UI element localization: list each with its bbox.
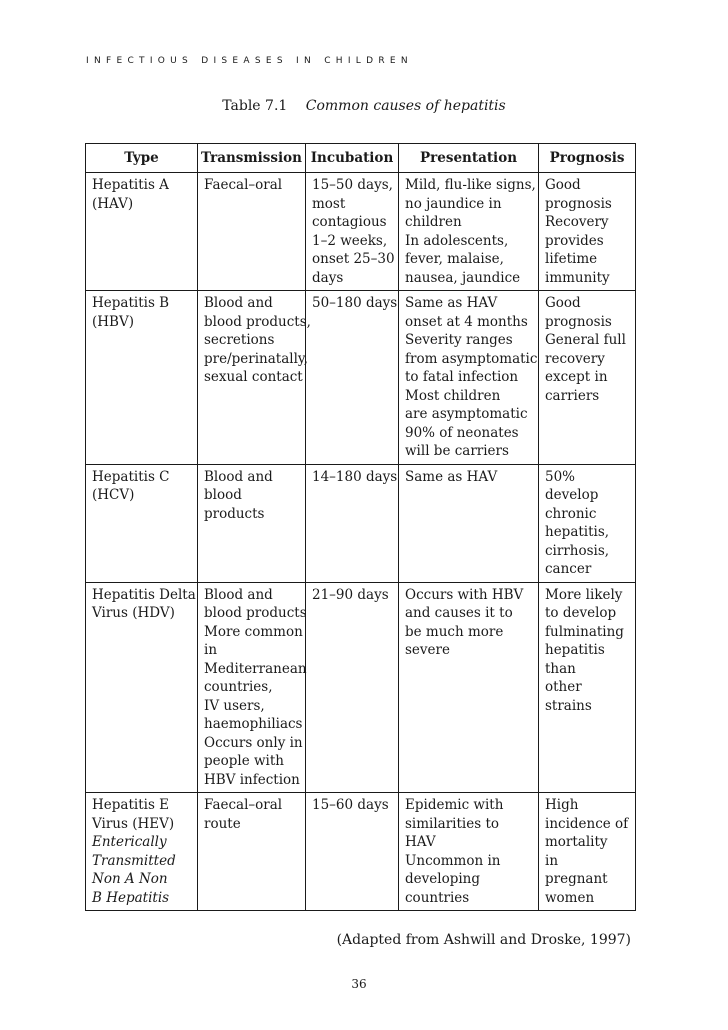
- cell-line: HAV: [405, 834, 436, 850]
- cell-line: to fatal infection: [405, 369, 519, 385]
- cell-line: than: [545, 660, 576, 677]
- cell-line: 15–50 days,: [312, 177, 393, 193]
- cell-line: immunity: [545, 269, 610, 286]
- cell-line: strains: [545, 697, 592, 714]
- table-row: [86, 793, 636, 911]
- cell-line: (HAV): [92, 195, 134, 212]
- cell-line: In adolescents,: [405, 232, 509, 249]
- cell-line: be much more: [405, 623, 504, 640]
- cell-line: Same as HAV: [405, 468, 498, 485]
- cell-line: Recovery: [545, 214, 609, 230]
- cell-line: severe: [405, 642, 450, 658]
- cell-line: carriers: [545, 387, 600, 404]
- cell-presentation: [399, 464, 539, 582]
- cell-line: Same as HAV: [405, 295, 498, 311]
- table-header-row: [86, 144, 636, 173]
- cell-line: nausea, jaundice: [405, 269, 521, 286]
- cell-line: except in: [545, 369, 608, 385]
- cell-line: provides: [545, 232, 604, 249]
- cell-transmission: [198, 793, 306, 911]
- cell-line: Virus (HEV): [92, 815, 175, 832]
- page-number: 36: [351, 977, 367, 991]
- cell-line: in: [204, 642, 218, 658]
- cell-transmission: [198, 582, 306, 793]
- cell-type: [86, 793, 198, 911]
- cell-line: 50–180 days: [312, 295, 398, 311]
- cell-line: (HCV): [92, 487, 135, 503]
- cell-line: Hepatitis C: [92, 468, 170, 485]
- source-note: (Adapted from Ashwill and Droske, 1997): [336, 932, 631, 948]
- cell-line: High: [545, 797, 579, 813]
- cell-line: HBV infection: [204, 771, 300, 788]
- cell-line: in: [545, 852, 559, 869]
- cell-prognosis: [539, 291, 636, 465]
- cell-line: onset at 4 months: [405, 313, 528, 330]
- cell-line: blood products,: [204, 313, 311, 330]
- cell-line: Severity ranges: [405, 332, 513, 348]
- table-number: Table 7.1: [222, 98, 288, 114]
- cell-presentation: [399, 291, 539, 465]
- cell-line: contagious: [312, 214, 387, 230]
- cell-presentation: [399, 582, 539, 793]
- cell-line: pre/perinatally,: [204, 350, 309, 367]
- cell-prognosis: [539, 464, 636, 582]
- cell-line: most: [312, 195, 346, 212]
- cell-line: cirrhosis,: [545, 542, 610, 559]
- cell-type: [86, 464, 198, 582]
- table-title: Common causes of hepatitis: [305, 98, 506, 114]
- cell-line: B Hepatitis: [92, 889, 170, 906]
- cell-line: 90% of neonates: [405, 424, 519, 441]
- cell-line: Occurs only in: [204, 734, 303, 751]
- table-row: [86, 582, 636, 793]
- cell-line: Hepatitis B: [92, 295, 170, 311]
- cell-line: recovery: [545, 350, 605, 367]
- cell-incubation: [306, 793, 399, 911]
- cell-line: route: [204, 815, 241, 832]
- cell-line: onset 25–30: [312, 251, 395, 267]
- cell-line: women: [545, 889, 595, 906]
- cell-line: Good: [545, 177, 581, 193]
- cell-line: Mild, flu-like signs,: [405, 177, 536, 193]
- cell-line: Blood and: [204, 586, 273, 603]
- cell-transmission: [198, 464, 306, 582]
- cell-line: countries: [405, 889, 470, 906]
- table-row: [86, 291, 636, 465]
- cell-line: Most children: [405, 387, 501, 404]
- cell-line: prognosis: [545, 195, 612, 212]
- cell-line: More likely: [545, 586, 623, 603]
- cell-line: 15–60 days: [312, 797, 389, 813]
- cell-line: sexual contact: [204, 369, 303, 385]
- cell-line: Faecal–oral: [204, 797, 283, 813]
- cell-line: countries,: [204, 679, 273, 695]
- cell-prognosis: [539, 582, 636, 793]
- cell-incubation: [306, 464, 399, 582]
- cell-line: products: [204, 505, 265, 522]
- table-caption: [0, 98, 728, 114]
- cell-line: haemophiliacs: [204, 716, 303, 732]
- cell-line: Blood and: [204, 295, 273, 311]
- cell-line: incidence of: [545, 815, 629, 832]
- cell-type: [86, 291, 198, 465]
- cell-line: and causes it to: [405, 605, 513, 621]
- cell-line: Epidemic with: [405, 797, 504, 813]
- cell-line: hepatitis,: [545, 524, 610, 540]
- cell-line: are asymptomatic: [405, 406, 528, 422]
- header-incubation: Incubation: [306, 144, 399, 173]
- cell-line: Non A Non: [92, 871, 168, 887]
- cell-line: Virus (HDV): [92, 605, 175, 621]
- cell-line: More common: [204, 623, 303, 640]
- running-head: INFECTIOUS DISEASES IN CHILDREN: [86, 56, 413, 66]
- cell-line: 50%: [545, 468, 576, 485]
- cell-prognosis: [539, 173, 636, 291]
- cell-line: lifetime: [545, 251, 598, 267]
- cell-presentation: [399, 173, 539, 291]
- cell-line: from asymptomatic: [405, 350, 538, 367]
- cell-line: chronic: [545, 505, 597, 522]
- header-presentation: Presentation: [399, 144, 539, 173]
- cell-line: Mediterranean: [204, 660, 307, 677]
- cell-transmission: [198, 291, 311, 465]
- cell-line: children: [405, 214, 462, 230]
- cell-prognosis: [539, 793, 636, 911]
- cell-line: blood products: [204, 605, 307, 621]
- cell-presentation: [399, 793, 539, 911]
- table-body: [86, 173, 636, 911]
- cell-line: cancer: [545, 561, 592, 577]
- header-prognosis: Prognosis: [539, 144, 636, 173]
- cell-type: [86, 582, 198, 793]
- cell-line: Uncommon in: [405, 852, 501, 869]
- cell-line: 21–90 days: [312, 586, 389, 603]
- cell-line: (HBV): [92, 313, 134, 330]
- cell-line: people with: [204, 753, 284, 769]
- cell-line: prognosis: [545, 313, 612, 330]
- cell-type: [86, 173, 198, 291]
- cell-line: other: [545, 679, 582, 695]
- header-type: Type: [86, 144, 198, 173]
- cell-incubation: [306, 173, 399, 291]
- cell-line: Transmitted: [92, 852, 176, 869]
- cell-line: developing: [405, 871, 480, 887]
- cell-line: hepatitis: [545, 642, 605, 658]
- cell-line: Good: [545, 295, 581, 311]
- cell-line: to develop: [545, 605, 617, 621]
- cell-line: Occurs with HBV: [405, 586, 524, 603]
- cell-line: blood: [204, 487, 242, 503]
- cell-line: General full: [545, 332, 626, 348]
- cell-line: 1–2 weeks,: [312, 232, 388, 249]
- cell-line: fever, malaise,: [405, 251, 504, 267]
- cell-line: pregnant: [545, 871, 608, 887]
- cell-line: no jaundice in: [405, 195, 502, 212]
- cell-incubation: [306, 582, 399, 793]
- cell-line: Hepatitis E: [92, 797, 170, 813]
- cell-line: 14–180 days: [312, 468, 398, 485]
- table-row: [86, 173, 636, 291]
- cell-line: fulminating: [545, 623, 624, 640]
- cell-line: Blood and: [204, 468, 273, 485]
- header-transmission: Transmission: [198, 144, 306, 173]
- cell-line: similarities to: [405, 815, 500, 832]
- cell-line: develop: [545, 487, 599, 503]
- cell-incubation: [306, 291, 399, 465]
- cell-line: will be carriers: [405, 443, 509, 459]
- cell-line: days: [312, 269, 344, 286]
- cell-line: secretions: [204, 332, 275, 348]
- cell-line: Faecal–oral: [204, 177, 283, 193]
- cell-line: Hepatitis A: [92, 177, 169, 193]
- cell-line: IV users,: [204, 697, 265, 714]
- cell-transmission: [198, 173, 306, 291]
- cell-line: mortality: [545, 834, 608, 850]
- hepatitis-table: [85, 143, 636, 911]
- cell-line: Hepatitis Delta: [92, 586, 196, 603]
- cell-line: Enterically: [92, 834, 167, 850]
- table-row: [86, 464, 636, 582]
